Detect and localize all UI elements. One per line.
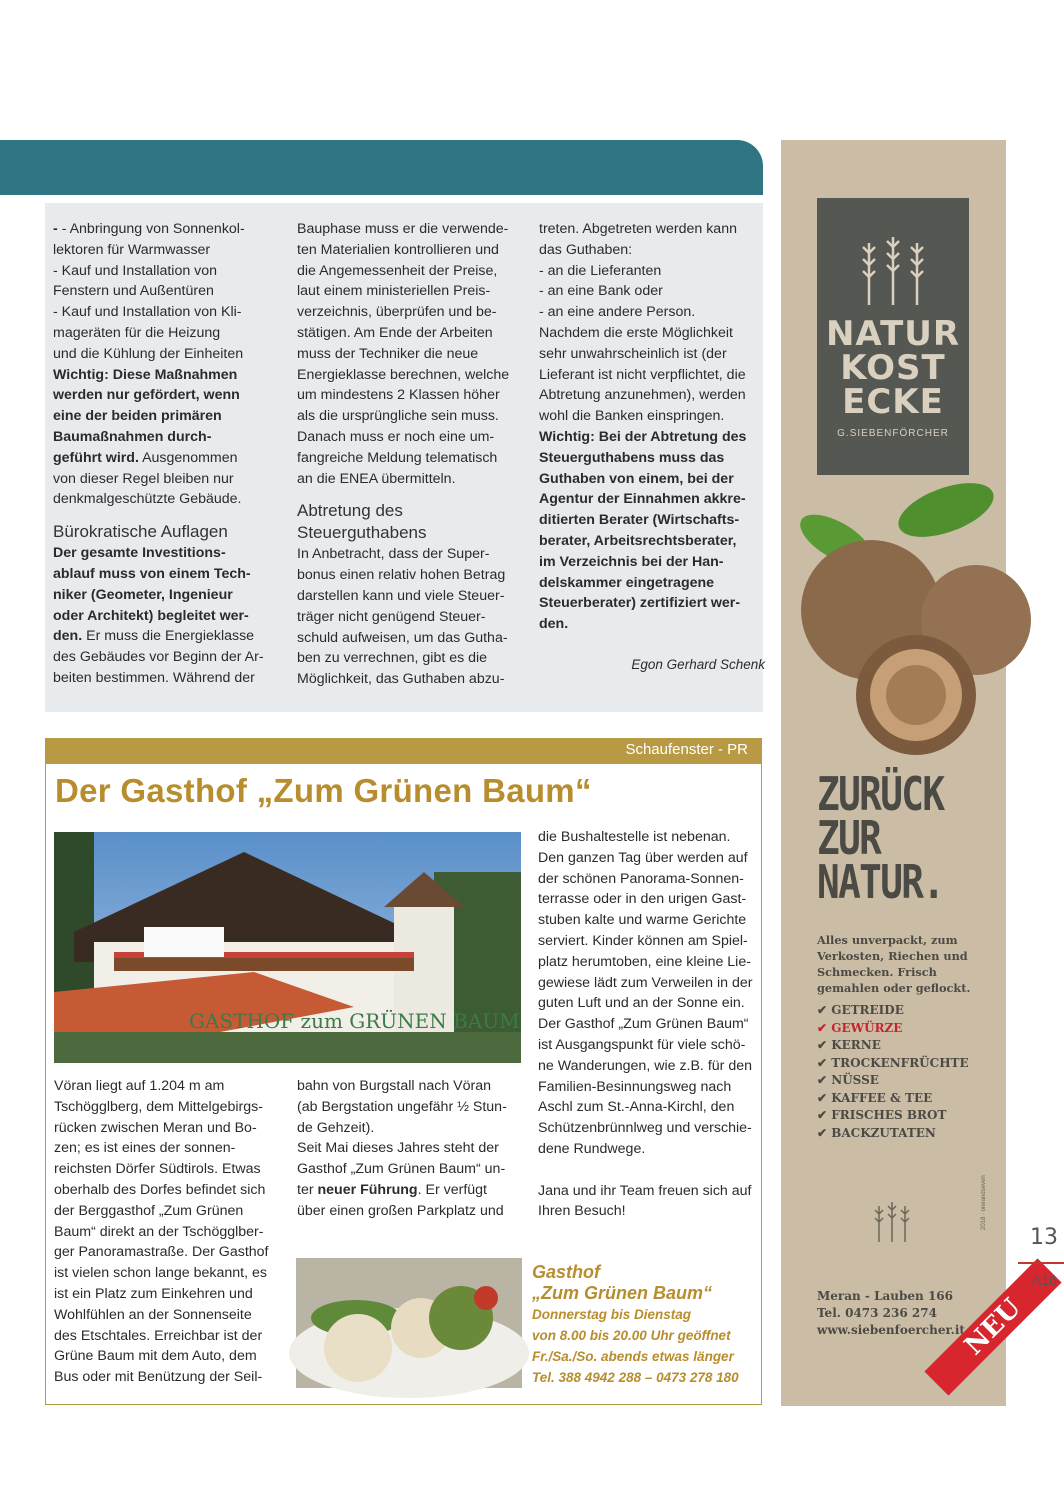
logo-word: NATUR	[825, 314, 961, 354]
bold-line: eine der beiden primären	[53, 408, 222, 425]
text-line: schuld aufweisen, um das Gutha-	[297, 629, 508, 646]
text-line: Den ganzen Tag über werden auf	[538, 849, 748, 866]
text-line: darstellen kann und viele Steuer-	[297, 587, 505, 604]
bold-line: den.	[53, 628, 83, 645]
text-line: Seit Mai dieses Jahres steht der	[297, 1140, 499, 1157]
text-line: die Angemessenheit der Preise,	[297, 262, 498, 279]
logo-word: KOST	[840, 348, 946, 388]
text-line: platz herumtoben, eine kleine Lie-	[538, 953, 751, 970]
nutmeg-illustration	[796, 470, 1006, 760]
text-line: wohl die Banken einspringen.	[539, 408, 725, 425]
product-item: ✔ TROCKENFRÜCHTE	[817, 1055, 969, 1070]
text-line: Der Gasthof „Zum Grünen Baum“	[538, 1016, 749, 1033]
gasthof-illustration	[54, 832, 521, 1063]
naturkostecke-logo	[817, 198, 969, 475]
text-line: das Guthaben:	[539, 241, 633, 258]
bold-line: niker (Geometer, Ingenieur	[53, 586, 233, 603]
text-line: über einen großen Parkplatz und	[297, 1202, 504, 1219]
text-line: bonus einen relativ hohen Betrag	[297, 567, 506, 584]
bold-line: den.	[539, 616, 569, 633]
ad-description: Alles unverpackt, zum Verkosten, Riechen und Schmecken. Frisch gemahlen oder geflockt.	[817, 933, 971, 995]
text-line: gewiese lädt zum Verweilen in der	[538, 974, 753, 991]
text-line: muss der Techniker die neue	[297, 345, 479, 362]
text-line: Baum“ direkt an der Tschögglber-	[54, 1223, 264, 1240]
text-line: um mindestens 2 Klassen höher	[297, 387, 500, 404]
website-line: www.siebenfoercher.it	[817, 1323, 965, 1337]
gasthof-sign: GASTHOF zum GRÜNEN BAUM	[189, 1009, 520, 1033]
text-fragment: ter	[297, 1181, 318, 1198]
text-line: Danach muss er noch eine um-	[297, 428, 495, 445]
text-line: dene Rundwege.	[538, 1140, 646, 1157]
bold-line: im Verzeichnis bei der Han-	[539, 553, 724, 570]
text-line: Energieklasse berechnen, welche	[297, 366, 510, 383]
text-line: Ausgenommen	[138, 449, 238, 466]
author-byline: Egon Gerhard Schenk	[631, 656, 765, 672]
bold-line: Wichtig: Diese Maßnahmen	[53, 366, 238, 383]
bold-line: Steuerguthabens muss das	[539, 449, 725, 466]
pr-column-1	[54, 1076, 286, 1388]
gasthof-photo	[54, 832, 521, 1063]
ad-credit: 2018 · oneandseven	[981, 1175, 987, 1230]
subheading: Abtretung des	[297, 501, 403, 521]
bold-line: ditierten Berater (Wirtschafts-	[539, 512, 740, 529]
text-line: ger Panoramastraße. Der Gasthof	[54, 1244, 269, 1261]
text-line: ne Wanderungen, wie z.B. für den	[538, 1057, 752, 1074]
text-line: der Berggasthof „Zum Grünen	[54, 1202, 244, 1219]
text-line: (ab Bergstation ungefähr ½ Stun-	[297, 1098, 507, 1115]
text-line: - an eine andere Person.	[539, 304, 696, 321]
slogan-line: NATUR.	[817, 855, 944, 909]
text-line: beiten bestimmen. Während der	[53, 669, 255, 686]
text-line: - an eine Bank oder	[539, 283, 663, 300]
pr-label: Schaufenster - PR	[625, 741, 748, 758]
text-line: der schönen Panorama-Sonnen-	[538, 870, 744, 887]
wheat-small-icon	[871, 1200, 913, 1244]
page-number: 13	[1030, 1225, 1058, 1250]
text-fragment: . Er verfügt	[417, 1181, 487, 1198]
text-line: denkmalgeschützte Gebäude.	[53, 491, 242, 508]
subheading: Bürokratische Auflagen	[53, 522, 228, 542]
text-line: Möglichkeit, das Guthaben abzu-	[297, 671, 505, 688]
text-line: Tschögglberg, dem Mittelgebirgs-	[54, 1098, 263, 1115]
ad-slogan	[817, 767, 944, 909]
page-number-rule	[1018, 1262, 1064, 1264]
text-line: terrasse oder in den urigen Gast-	[538, 891, 747, 908]
logo-word: ECKE	[842, 382, 944, 422]
product-item: ✔ KAFFEE & TEE	[817, 1090, 933, 1105]
text-line: rücken zwischen Meran und Bo-	[54, 1119, 257, 1136]
text-line: fangreiche Meldung telematisch	[297, 449, 498, 466]
text-line: ten Materialien kontrollieren und	[297, 241, 499, 258]
text-line: ben zu verrechnen, gibt es die	[297, 650, 488, 667]
text-line: ist vielen schon lange bekannt, es	[54, 1265, 267, 1282]
bold-line: Wichtig: Bei der Abtretung des	[539, 428, 747, 445]
bold-fragment: neuer Führung	[317, 1181, 418, 1198]
text-line: - Kauf und Installation von Kli-	[53, 304, 242, 321]
text-line: bahn von Burgstall nach Vöran	[297, 1078, 492, 1094]
bold-line: werden nur gefördert, wenn	[53, 387, 240, 404]
bold-line: Agentur der Einnahmen akkre-	[539, 491, 746, 508]
section-header-bar	[0, 140, 763, 195]
article-column-3	[539, 219, 765, 676]
text-line: Nachdem die erste Möglichkeit	[539, 324, 733, 341]
product-item: ✔ GETREIDE	[817, 1003, 904, 1017]
article-column-2	[297, 219, 529, 690]
product-item: ✔ GEWÜRZE	[817, 1020, 903, 1035]
dumpling-illustration	[296, 1258, 522, 1388]
text-line: Schützenbrünnlweg und verschie-	[538, 1120, 752, 1137]
text-line: Bus oder mit Benützung der Seil-	[54, 1369, 263, 1386]
bold-line: delskammer eingetragene	[539, 574, 715, 591]
text-line: sehr unwahrscheinlich ist (der	[539, 345, 727, 362]
naturkostecke-ad	[781, 140, 1028, 1406]
article-box	[45, 203, 763, 712]
text-line: an die ENEA übermitteln.	[297, 470, 456, 487]
text-line: de Gehzeit).	[297, 1119, 375, 1136]
logo-subtitle: G.SIEBENFÖRCHER	[837, 428, 949, 439]
text-line: Wohlfühlen an der Sonnenseite	[54, 1306, 252, 1323]
gasthof-info	[532, 1262, 739, 1388]
text-line: - Anbringung von Sonnenkol-	[61, 221, 245, 237]
text-line: Familien-Besinnungsweg nach	[538, 1078, 732, 1095]
pr-title: Der Gasthof „Zum Grünen Baum“	[55, 772, 592, 809]
pr-header-bar	[45, 738, 762, 764]
text-line: serviert. Kinder können am Spiel-	[538, 932, 748, 949]
text-line: reichsten Dörfer Südtirols. Etwas	[54, 1161, 261, 1178]
phone-line: Tel. 0473 236 274	[817, 1306, 937, 1320]
text-line: laut einem ministeriellen Preis-	[297, 283, 491, 300]
text-line: guten Luft und an der Sonne ein.	[538, 995, 745, 1012]
text-line: Grüne Baum mit dem Auto, dem	[54, 1348, 257, 1365]
text-line: oberhalb des Dorfes befindet sich	[54, 1181, 266, 1198]
new-ribbon-label: NEU	[958, 1292, 1028, 1362]
text-line: - an die Lieferanten	[539, 262, 662, 279]
text-line: ist ein Platz zum Einkehren und	[54, 1285, 253, 1302]
phone-numbers: Tel. 388 4942 288 – 0473 278 180	[532, 1370, 739, 1385]
info-title: „Zum Grünen Baum“	[532, 1283, 713, 1303]
text-line: mageräten für die Heizung	[53, 324, 221, 341]
text-line: Bauphase muss er die verwende-	[297, 221, 509, 237]
text-line: Lieferant ist nicht verpflichtet, die	[539, 366, 746, 383]
ad-address	[817, 1288, 965, 1339]
text-line: stätigen. Am Ende der Arbeiten	[297, 324, 493, 341]
text-line: Aschl zum St.-Anna-Kirchl, den	[538, 1099, 735, 1116]
address-line: Meran - Lauben 166	[817, 1289, 953, 1303]
pr-column-2	[297, 1076, 525, 1222]
bold-line: Baumaßnahmen durch-	[53, 428, 212, 445]
opening-hours: von 8.00 bis 20.00 Uhr geöffnet	[532, 1328, 731, 1343]
text-line: treten. Abgetreten werden kann	[539, 221, 737, 237]
slogan-line: ZUR	[817, 811, 881, 865]
text-line: stuben kalte und warme Gerichte	[538, 912, 747, 929]
weekend-hours: Fr./Sa./So. abends etwas länger	[532, 1349, 734, 1364]
text-line: als die ursprüngliche sein muss.	[297, 408, 499, 425]
product-list	[817, 1002, 969, 1142]
bold-line: Guthaben von einem, bei der	[539, 470, 734, 487]
text-line: des Etschtales. Erreichbar ist der	[54, 1327, 263, 1344]
text-line: Ihren Besuch!	[538, 1203, 626, 1220]
product-item: ✔ FRISCHES BROT	[817, 1108, 947, 1122]
text-line: - Kauf und Installation von	[53, 262, 218, 279]
bold-line: geführt wird.	[53, 449, 139, 466]
text-line: ist Ausgangspunkt für viele schö-	[538, 1036, 746, 1053]
text-line: verzeichnis, überprüfen und be-	[297, 304, 497, 321]
subheading: Steuerguthabens	[297, 523, 427, 543]
slogan-line: ZURÜCK	[817, 767, 944, 821]
text-line: Vöran liegt auf 1.204 m am	[54, 1078, 225, 1094]
text-line: Er muss die Energieklasse	[82, 628, 255, 645]
text-line: Fenstern und Außentüren	[53, 283, 214, 300]
text-line: In Anbetracht, dass der Super-	[297, 546, 490, 563]
bold-line: berater, Arbeitsrechtsberater,	[539, 532, 737, 549]
bold-line: ablauf muss von einem Tech-	[53, 565, 251, 582]
text-line: Gasthof „Zum Grünen Baum“ un-	[297, 1161, 506, 1178]
wheat-icon	[855, 233, 931, 309]
bold-line: Steuerberater) zertifiziert wer-	[539, 595, 741, 612]
text-line: Abtretung anzunehmen), werden	[539, 387, 746, 404]
product-item: ✔ KERNE	[817, 1038, 881, 1052]
page-code: A16	[1032, 1272, 1057, 1288]
bold-line: Der gesamte Investitions-	[53, 545, 226, 562]
product-item: ✔ BACKZUTATEN	[817, 1125, 936, 1140]
text-line: zen; es ist eines der sonnen-	[54, 1140, 236, 1157]
dumpling-photo	[296, 1258, 522, 1388]
opening-days: Donnerstag bis Dienstag	[532, 1307, 692, 1322]
product-item: ✔ NÜSSE	[817, 1073, 879, 1087]
info-title: Gasthof	[532, 1262, 601, 1282]
bold-line: oder Architekt) begleitet wer-	[53, 607, 249, 624]
text-line: des Gebäudes vor Beginn der Ar-	[53, 649, 264, 666]
pr-column-3	[538, 827, 764, 1222]
text-line: träger nicht genügend Steuer-	[297, 608, 486, 625]
text-line: die Bushaltestelle ist nebenan.	[538, 829, 731, 845]
text-line: Jana und ihr Team freuen sich auf	[538, 1182, 752, 1199]
text-line: von dieser Regel bleiben nur	[53, 470, 234, 487]
text-line: und die Kühlung der Einheiten	[53, 345, 244, 362]
text-line: lektoren für Warmwasser	[53, 241, 211, 258]
article-column-1: - - Anbringung von Sonnenkol- lektoren für Warmwasser - Kauf und Installation von Fenstern und Außentüren - Kauf und Installation von Kli- mageräten für die Heizung und die Kühlung der Einheiten Wichtig: Diese Maßnahmen werden nur gefördert, wenn eine der beiden primären Baumaßnahmen durch- geführt wird. Ausgenommen von dieser Regel bleiben nur denkmalgeschützte Gebäude. Bürokratische Auflagen Der gesamte Investitions- ablauf muss von einem Tech- niker (Geometer, Ingenieur oder Architekt) begleitet wer- den. Er muss die Energieklasse des Gebäudes vor Beginn der Ar- beiten bestimmen. Während der	[53, 219, 283, 689]
